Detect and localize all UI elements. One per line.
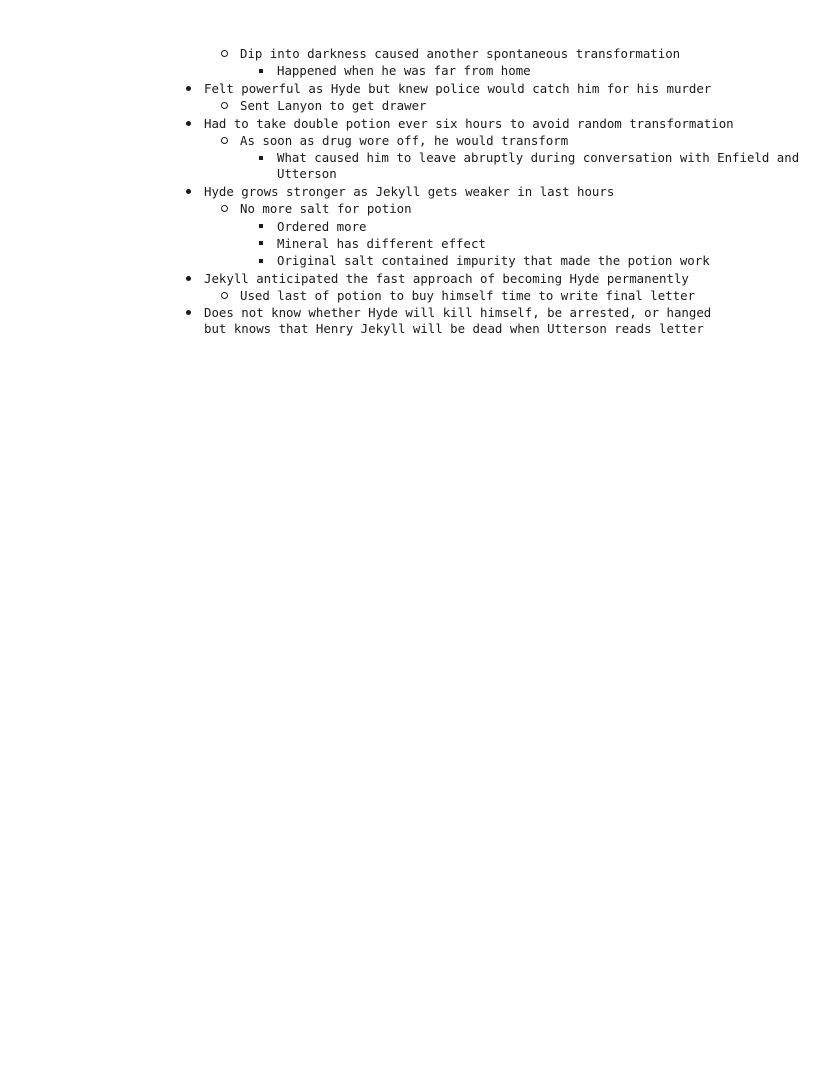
- list-item-text: Original salt contained impurity that made the potion work: [277, 253, 710, 269]
- list-item-text: Happened when he was far from home: [277, 63, 531, 79]
- disc-bullet-icon: [186, 271, 191, 287]
- list-item: [0, 81, 828, 97]
- list-item-text: Had to take double potion ever six hours to avoid random transformation: [204, 115, 734, 131]
- list-item-text: No more salt for potion: [240, 201, 412, 217]
- list-item: [0, 219, 828, 235]
- square-bullet-icon: [259, 219, 263, 235]
- list-item: [0, 63, 828, 79]
- list-item: [0, 133, 828, 149]
- disc-bullet-icon: [186, 81, 191, 97]
- list-item: [0, 288, 828, 304]
- list-item-text: Used last of potion to buy himself time to write final letter: [240, 288, 696, 304]
- list-item: [0, 201, 828, 217]
- list-item: [0, 253, 828, 269]
- list-item-text: Hyde grows stronger as Jekyll gets weaker in last hours: [204, 183, 615, 199]
- bullet-outline: [0, 46, 828, 339]
- square-bullet-icon: [259, 150, 263, 166]
- list-item-text: Does not know whether Hyde will kill himself, be arrested, or hanged but knows that Henry Jekyll will be dead when Utterson reads letter: [204, 305, 712, 337]
- list-item: [0, 184, 828, 200]
- disc-bullet-icon: [186, 116, 191, 132]
- list-item-text: As soon as drug wore off, he would transform: [240, 132, 569, 148]
- hollow-circle-bullet-icon: [221, 133, 228, 149]
- hollow-circle-bullet-icon: [221, 201, 228, 217]
- list-item-text: Jekyll anticipated the fast approach of becoming Hyde permanently: [204, 270, 689, 286]
- hollow-circle-bullet-icon: [221, 288, 228, 304]
- list-item-text: Felt powerful as Hyde but knew police would catch him for his murder: [204, 80, 712, 96]
- list-item: [0, 116, 828, 132]
- square-bullet-icon: [259, 236, 263, 252]
- disc-bullet-icon: [186, 184, 191, 200]
- list-item-text: Ordered more: [277, 218, 367, 234]
- square-bullet-icon: [259, 63, 263, 79]
- list-item: [0, 271, 828, 287]
- hollow-circle-bullet-icon: [221, 98, 228, 114]
- list-item: [0, 150, 828, 182]
- list-item: [0, 46, 828, 62]
- list-item: [0, 236, 828, 252]
- hollow-circle-bullet-icon: [221, 46, 228, 62]
- list-item: [0, 98, 828, 114]
- list-item: [0, 305, 828, 337]
- list-item-text: What caused him to leave abruptly during conversation with Enfield and Utterson: [277, 150, 800, 182]
- square-bullet-icon: [259, 253, 263, 269]
- list-item-text: Dip into darkness caused another spontaneous transformation: [240, 46, 681, 61]
- list-item-text: Sent Lanyon to get drawer: [240, 98, 427, 114]
- list-item-text: Mineral has different effect: [277, 235, 486, 251]
- disc-bullet-icon: [186, 305, 191, 321]
